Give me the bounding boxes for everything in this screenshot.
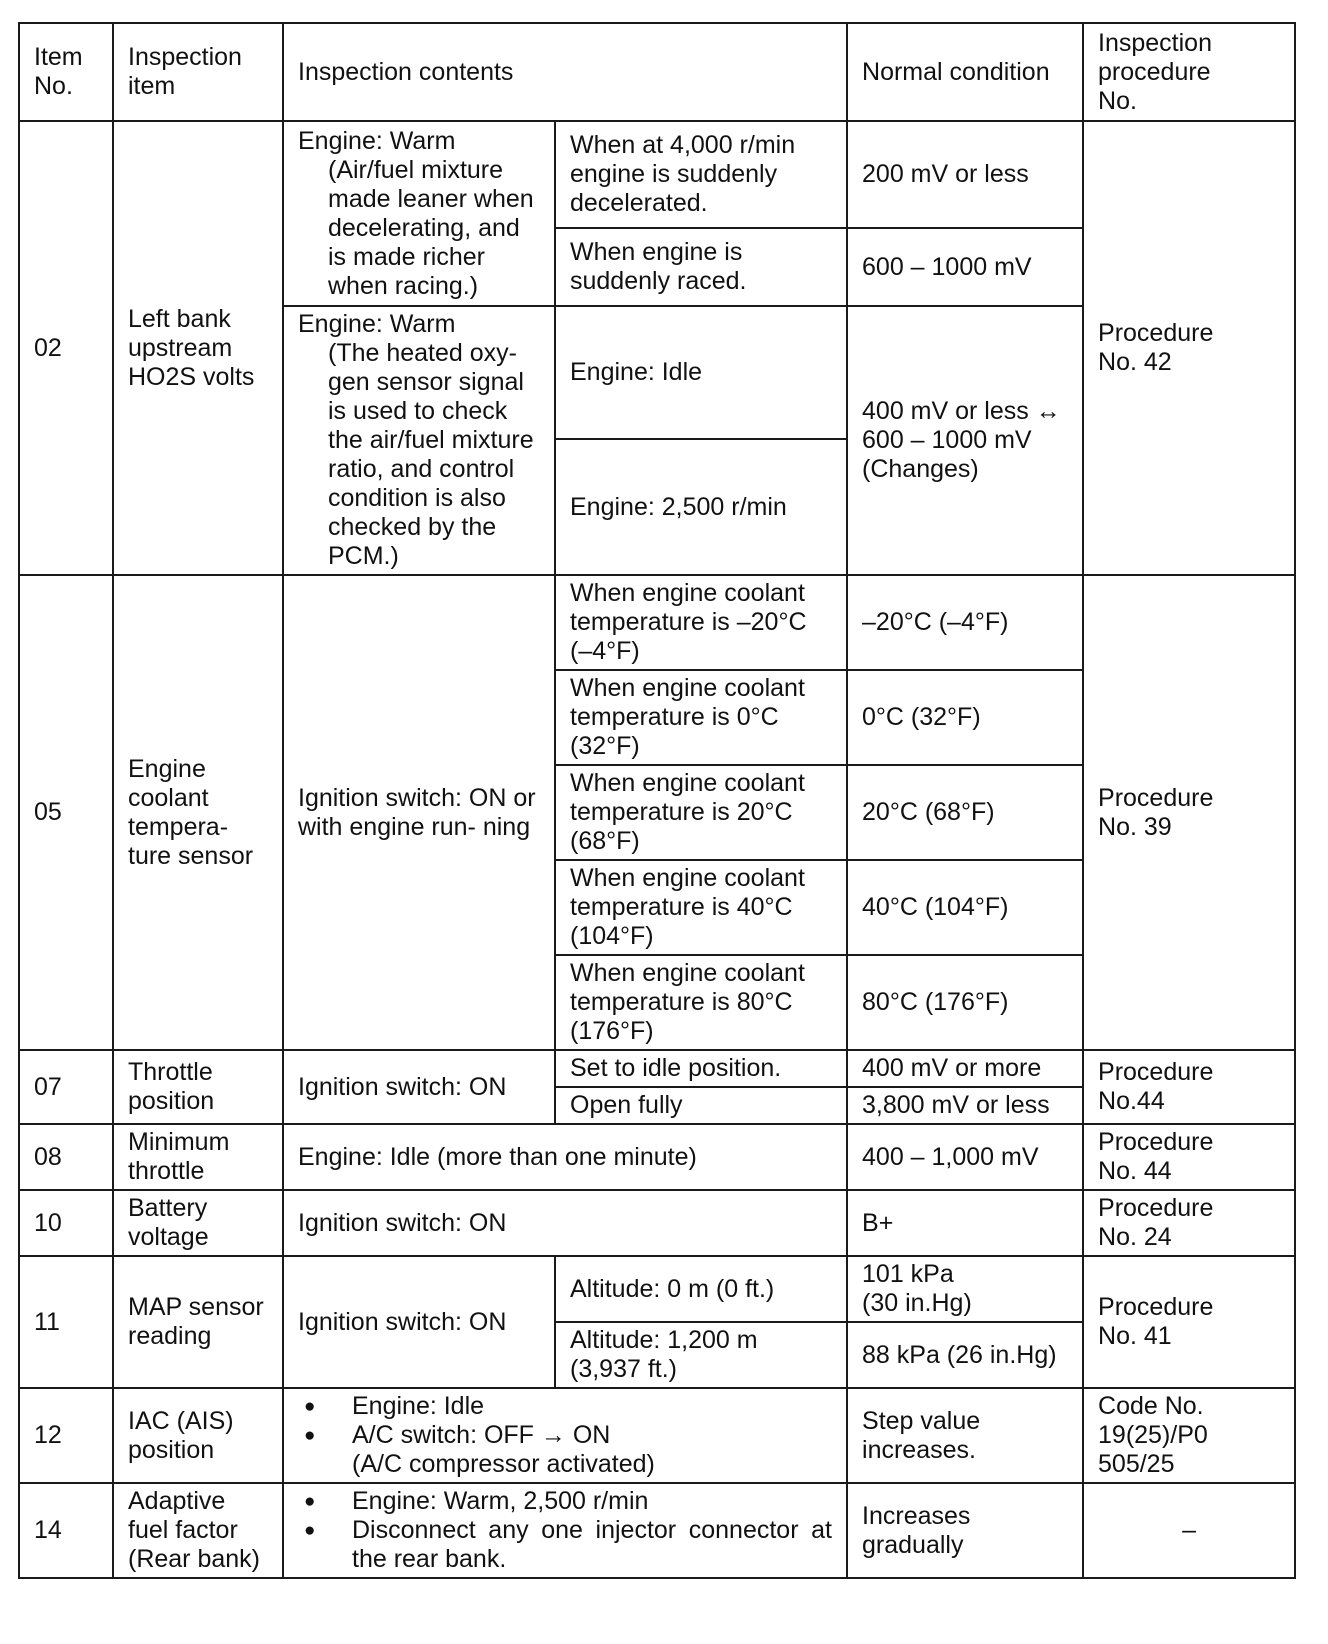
procedure-no: Procedure No. 39: [1083, 575, 1295, 1050]
inspection-contents: Engine: Idle (more than one minute): [283, 1124, 847, 1190]
table-row: [19, 1050, 1295, 1087]
normal-condition: 400 mV or less ↔ 600 – 1000 mV (Changes): [847, 306, 1083, 575]
inspection-item: Left bank upstream HO2S volts: [113, 121, 283, 575]
procedure-no: Procedure No. 41: [1083, 1256, 1295, 1388]
inspection-item: Throttle position: [113, 1050, 283, 1124]
normal-condition: 88 kPa (26 in.Hg): [847, 1322, 1083, 1388]
inspection-sheet: [18, 22, 1294, 1579]
procedure-no: Procedure No. 42: [1083, 121, 1295, 575]
item-no: 05: [19, 575, 113, 1050]
normal-condition: 3,800 mV or less: [847, 1087, 1083, 1124]
inspection-contents: [283, 1483, 847, 1578]
normal-condition: 0°C (32°F): [847, 670, 1083, 765]
condition: When engine coolant temperature is 80°C (176°F): [555, 955, 847, 1050]
bullet-item: ● A/C switch: OFF → ON (A/C compressor activated): [298, 1421, 832, 1479]
table-row: [19, 1483, 1295, 1578]
item-no: 08: [19, 1124, 113, 1190]
inspection-contents: Ignition switch: ON: [283, 1050, 555, 1124]
bullet-item: ● Disconnect any one injector connector at the rear bank.: [298, 1516, 832, 1574]
inspection-item: Battery voltage: [113, 1190, 283, 1256]
normal-condition: 80°C (176°F): [847, 955, 1083, 1050]
item-no: 14: [19, 1483, 113, 1578]
condition: When engine coolant temperature is 20°C (68°F): [555, 765, 847, 860]
item-no: 02: [19, 121, 113, 575]
contents-main: Engine: Warm: [298, 126, 456, 155]
inspection-item: Minimum throttle: [113, 1124, 283, 1190]
normal-condition: B+: [847, 1190, 1083, 1256]
condition: Engine: Idle: [555, 306, 847, 439]
item-no: 10: [19, 1190, 113, 1256]
table-row: [19, 575, 1295, 670]
condition: Engine: 2,500 r/min: [555, 439, 847, 575]
contents-main: Engine: Warm: [298, 310, 456, 338]
table-row: [19, 1124, 1295, 1190]
header-item-no: Item No.: [19, 23, 113, 121]
bullet-list: [298, 1487, 832, 1574]
condition: Altitude: 0 m (0 ft.): [555, 1256, 847, 1322]
header-normal-condition: Normal condition: [847, 23, 1083, 121]
header-procedure-no: Inspection procedure No.: [1083, 23, 1295, 121]
inspection-table: [18, 22, 1296, 1579]
inspection-contents: [283, 306, 555, 575]
table-row: [19, 121, 1295, 228]
contents-note: (The heated oxy- gen sensor signal is used to check the air/fuel mixture ratio, and control condition is also checked by the PCM.): [328, 339, 534, 570]
normal-condition: Step value increases.: [847, 1388, 1083, 1483]
condition: Altitude: 1,200 m (3,937 ft.): [555, 1322, 847, 1388]
item-no: 11: [19, 1256, 113, 1388]
header-inspection-item: Inspection item: [113, 23, 283, 121]
table-row: [19, 1190, 1295, 1256]
inspection-contents: Ignition switch: ON: [283, 1256, 555, 1388]
table-row: [19, 1256, 1295, 1322]
condition: When engine coolant temperature is 40°C (104°F): [555, 860, 847, 955]
condition: When at 4,000 r/min engine is suddenly decelerated.: [555, 121, 847, 228]
inspection-contents: Ignition switch: ON: [283, 1190, 847, 1256]
inspection-item: IAC (AIS) position: [113, 1388, 283, 1483]
inspection-item: Adaptive fuel factor (Rear bank): [113, 1483, 283, 1578]
inspection-contents: Ignition switch: ON or with engine run- ning: [283, 575, 555, 1050]
condition: Set to idle position.: [555, 1050, 847, 1087]
bullet-item: ● Engine: Warm, 2,500 r/min: [298, 1487, 832, 1516]
contents-note: (Air/fuel mixture made leaner when decelerating, and is made richer when racing.): [328, 155, 534, 300]
normal-condition: 101 kPa (30 in.Hg): [847, 1256, 1083, 1322]
procedure-no: Procedure No. 44: [1083, 1124, 1295, 1190]
condition: When engine coolant temperature is 0°C (32°F): [555, 670, 847, 765]
normal-condition: 20°C (68°F): [847, 765, 1083, 860]
procedure-no: Procedure No. 24: [1083, 1190, 1295, 1256]
inspection-item: MAP sensor reading: [113, 1256, 283, 1388]
normal-condition: Increases gradually: [847, 1483, 1083, 1578]
condition: When engine coolant temperature is –20°C (–4°F): [555, 575, 847, 670]
condition: Open fully: [555, 1087, 847, 1124]
table-row: [19, 1388, 1295, 1483]
item-no: 07: [19, 1050, 113, 1124]
normal-condition: 200 mV or less: [847, 121, 1083, 228]
normal-condition: 400 mV or more: [847, 1050, 1083, 1087]
inspection-item: Engine coolant tempera- ture sensor: [113, 575, 283, 1050]
normal-condition: 40°C (104°F): [847, 860, 1083, 955]
procedure-no: Procedure No.44: [1083, 1050, 1295, 1124]
inspection-contents: [283, 1388, 847, 1483]
header-row: [19, 23, 1295, 121]
normal-condition: 600 – 1000 mV: [847, 228, 1083, 306]
header-inspection-contents: Inspection contents: [283, 23, 847, 121]
normal-condition: –20°C (–4°F): [847, 575, 1083, 670]
item-no: 12: [19, 1388, 113, 1483]
bullet-list: [298, 1392, 832, 1479]
condition: When engine is suddenly raced.: [555, 228, 847, 306]
bullet-item: ● Engine: Idle: [298, 1392, 832, 1421]
inspection-contents: [283, 121, 555, 306]
procedure-no: Code No. 19(25)/P0 505/25: [1083, 1388, 1295, 1483]
procedure-dash: –: [1182, 1516, 1196, 1544]
procedure-no: [1083, 1483, 1295, 1578]
normal-condition: 400 – 1,000 mV: [847, 1124, 1083, 1190]
